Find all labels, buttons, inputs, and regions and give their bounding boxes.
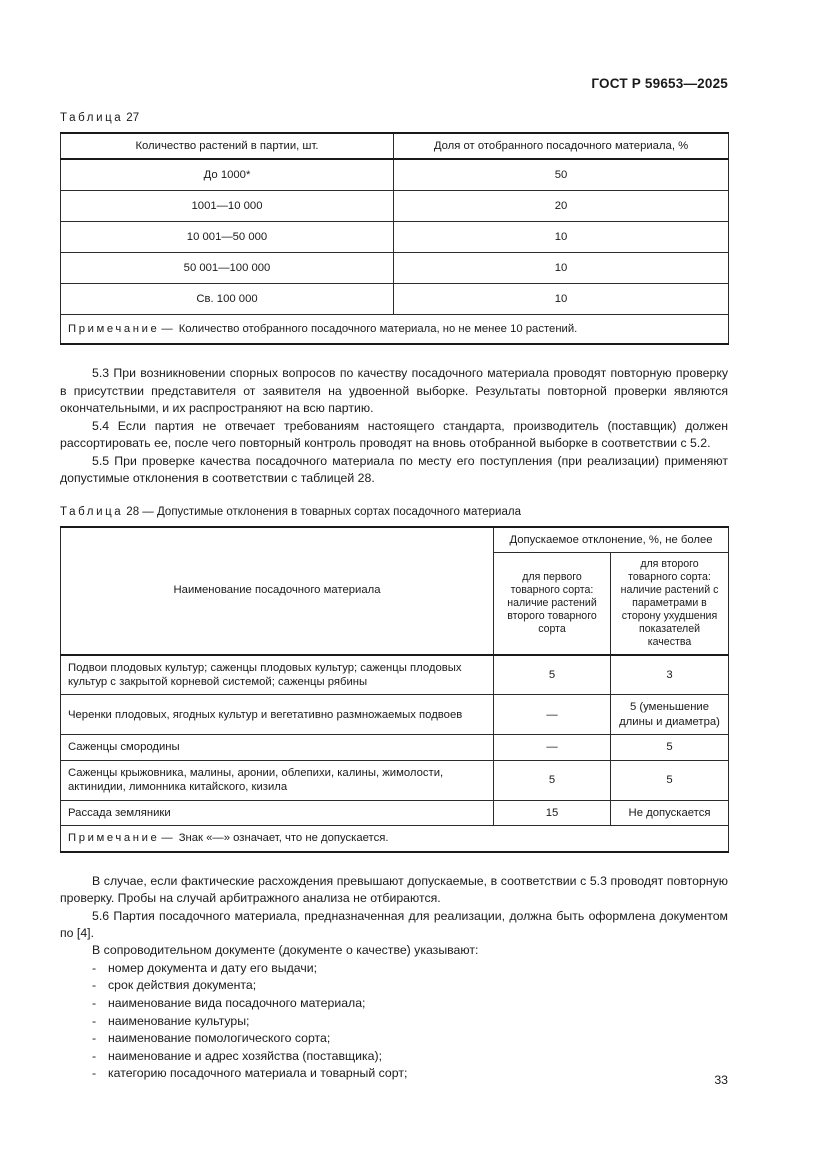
table-28-group-header: Допускаемое отклонение, %, не более: [494, 527, 729, 553]
table-27-cell-count: 1001—10 000: [61, 191, 394, 222]
table-27-caption-word: Таблица: [60, 112, 124, 124]
table-28-caption-number: 28: [126, 505, 140, 518]
table-27-note-dash: —: [161, 323, 173, 336]
table-28-note-label: Примечание: [68, 832, 160, 845]
table-27-note-label: Примечание: [68, 323, 160, 336]
table-28-cell-name: Подвои плодовых культур; саженцы плодовых культур; саженцы плодовых культур с закрытой корневой системой; саженцы рябины: [61, 655, 494, 695]
list-dash: -: [92, 960, 97, 975]
paragraph-5-3: 5.3 При возникновении спорных вопросов по качеству посадочного материала проводят повторную проверку в присутствии представителя от заявителя на удвоенной выборке. Результаты повторной проверки являются окончательными, и их распространяют на всю партию.: [60, 366, 728, 416]
table-27-header-row: [61, 133, 729, 159]
table-28-note: [61, 826, 729, 852]
list-item-label: наименование культуры;: [108, 1013, 250, 1028]
table-27-col-header-count: Количество растений в партии, шт.: [61, 133, 394, 159]
list-item-label: срок действия документа;: [108, 978, 257, 993]
list-dash: -: [92, 1013, 97, 1028]
list-dash: -: [92, 1048, 97, 1063]
list-item: [60, 1030, 728, 1048]
list-item: [60, 1013, 728, 1031]
table-28: [60, 526, 729, 853]
paragraph-5-5: 5.5 При проверке качества посадочного материала по месту его поступления (при реализации) применяют допустимые отклонения в соответствии с таблицей 28.: [60, 453, 728, 486]
table-27-note-text: Количество отобранного посадочного материала, но не менее 10 растений.: [178, 323, 578, 336]
table-28-caption-dash: —: [142, 505, 154, 518]
table-28-note-dash: —: [161, 832, 173, 845]
list-item: [60, 1065, 728, 1083]
list-item-label: наименование помологического сорта;: [108, 1031, 331, 1046]
table-row: [61, 760, 729, 800]
table-28-cell-name: Черенки плодовых, ягодных культур и вегетативно размножаемых подвоев: [61, 695, 494, 735]
table-27-cell-share: 50: [394, 159, 729, 191]
table-28-cell-name: Саженцы крыжовника, малины, аронии, облепихи, калины, жимолости, актинидии, лимонника китайского, кизила: [61, 760, 494, 800]
table-28-sub-header-first-grade: для первого товарного сорта: наличие растений второго товарного сорта: [494, 553, 611, 655]
table-27-cell-share: 10: [394, 253, 729, 284]
table-28-cell-first-grade: 5: [494, 655, 611, 695]
paragraph-discrepancies: В случае, если фактические расхождения превышают допускаемые, в соответствии с 5.3 проводят повторную проверку. Пробы на случай арбитражного анализа не отбираются.: [60, 873, 728, 906]
list-item-label: наименование и адрес хозяйства (поставщика);: [108, 1048, 383, 1063]
table-28-cell-name: Рассада земляники: [61, 800, 494, 825]
table-row: [61, 284, 729, 315]
list-dash: -: [92, 1031, 97, 1046]
table-28-note-text: Знак «—» означает, что не допускается.: [178, 832, 389, 845]
table-28-cell-second-grade: 5 (уменьшение длины и диаметра): [611, 695, 729, 735]
standard-reference-header: ГОСТ Р 59653—2025: [591, 76, 728, 91]
table-row: [61, 655, 729, 695]
table-28-note-row: [61, 826, 729, 852]
page-content: [60, 112, 728, 1083]
table-28-cell-first-grade: 15: [494, 800, 611, 825]
table-27-note-row: [61, 315, 729, 345]
list-item: [60, 1048, 728, 1066]
list-item-label: номер документа и дату его выдачи;: [108, 960, 318, 975]
table-28-col-header-name: Наименование посадочного материала: [61, 527, 494, 655]
table-27-cell-count: Св. 100 000: [61, 284, 394, 315]
table-28-cell-second-grade: 5: [611, 760, 729, 800]
list-dash: -: [92, 996, 97, 1011]
table-28-cell-first-grade: —: [494, 735, 611, 760]
table-27-cell-share: 10: [394, 284, 729, 315]
table-28-cell-first-grade: 5: [494, 760, 611, 800]
table-row: [61, 695, 729, 735]
table-27-cell-count: 50 001—100 000: [61, 253, 394, 284]
table-27-cell-share: 10: [394, 222, 729, 253]
table-row: [61, 800, 729, 825]
list-item: [60, 960, 728, 978]
table-28-caption: [60, 506, 728, 518]
list-item-label: наименование вида посадочного материала;: [108, 996, 366, 1011]
table-28-cell-name: Саженцы смородины: [61, 735, 494, 760]
table-27-caption-number: 27: [126, 112, 140, 124]
table-27-note: [61, 315, 729, 345]
table-27-cell-share: 20: [394, 191, 729, 222]
table-28-cell-second-grade: Не допускается: [611, 800, 729, 825]
document-requirements-list: [60, 960, 728, 1083]
paragraph-block-end: [60, 873, 728, 960]
table-27-caption: [60, 112, 728, 124]
table-27-cell-count: 10 001—50 000: [61, 222, 394, 253]
table-27: [60, 132, 729, 345]
paragraph-5-4: 5.4 Если партия не отвечает требованиям настоящего стандарта, производитель (поставщик) должен рассортировать ее, после чего повторный контроль проводят на вновь отобранной выборке в соответствии с 5.2.: [60, 418, 728, 451]
list-item-label: категорию посадочного материала и товарный сорт;: [108, 1066, 408, 1081]
table-28-cell-second-grade: 5: [611, 735, 729, 760]
paragraph-accompanying-document: В сопроводительном документе (документе о качестве) указывают:: [92, 943, 479, 958]
paragraph-5-6: 5.6 Партия посадочного материала, предназначенная для реализации, должна быть оформлена документом по [4].: [60, 908, 728, 940]
table-28-caption-title: Допустимые отклонения в товарных сортах посадочного материала: [157, 505, 521, 518]
table-28-sub-header-second-grade: для второго товарного сорта: наличие растений с параметрами в сторону ухудшения показателей качества: [611, 553, 729, 655]
list-item: [60, 977, 728, 995]
paragraph-block-mid: [60, 365, 728, 487]
table-row: [61, 253, 729, 284]
table-row: [61, 222, 729, 253]
table-28-caption-word: Таблица: [60, 505, 124, 518]
page-number: 33: [714, 1073, 728, 1087]
table-28-cell-first-grade: —: [494, 695, 611, 735]
table-row: [61, 735, 729, 760]
list-item: [60, 995, 728, 1013]
table-row: [61, 191, 729, 222]
list-dash: -: [92, 1066, 97, 1081]
table-row: [61, 159, 729, 191]
list-dash: -: [92, 978, 97, 993]
table-28-cell-second-grade: 3: [611, 655, 729, 695]
table-28-header-row-group: [61, 527, 729, 553]
table-27-cell-count: До 1000*: [61, 159, 394, 191]
table-27-col-header-share: Доля от отобранного посадочного материала, %: [394, 133, 729, 159]
